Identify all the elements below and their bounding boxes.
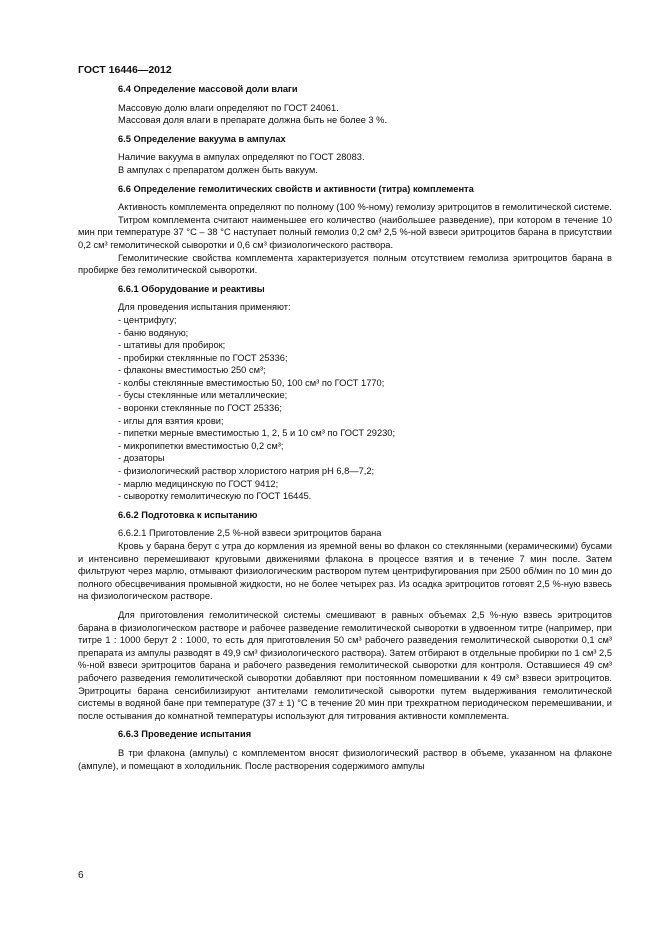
list-item: - микропипетки вместимостью 0,2 см³; (118, 440, 284, 451)
list-intro: Для проведения испытания применяют: (118, 302, 291, 313)
paragraph: В ампулах с препаратом должен быть вакуум. (118, 164, 318, 175)
list-item: - бусы стеклянные или металлические; (118, 390, 288, 401)
paragraph: Активность комплемента определяют по полному (100 %-ному) гемолизу эритроцитов в гемолитической системе. (118, 202, 612, 213)
list-item: - иглы для взятия крови; (118, 415, 224, 426)
document-header: ГОСТ 16446—2012 (78, 64, 172, 76)
paragraph: Для приготовления гемолитической системы смешивают в равных объемах 2,5 %-ную взвесь эритроцитов барана в физиологическом растворе и рабочее разведение гемолитической сыворотки в удвоенном титре (например, при титре 1 : 1000 берут 2 : 1000, то есть для приготовления 50 см³ рабочего разведения гемолитической сыворотки 0,1 см³ препарата из ампулы разводят в 49,9 см³ физиологического раствора). Затем отбирают в отдельные пробирки по 1 см³ 2,5 %-ной взвеси эритроцитов барана и рабочего разведения гемолитической сыворотки для контроля. Оставшиеся 49 см³ рабочего разведения гемолитической сыворотки добавляют при постоянном помешивании к 49 см³ взвеси эритроцитов. Эритроциты барана сенсибилизируют антителами гемолитической сыворотки путем выдерживания гемолитической системы в водяной бане при температуре (37 ± 1) °С в течение 20 мин при трехкратном периодическом перемешивании, и после остывания до комнатной температуры используют для титрования активности комплемента. (78, 609, 612, 721)
page-content (78, 83, 612, 772)
paragraph: Титром комплемента считают наименьшее его количество (наибольшее разведение), при котором в течение 10 мин при температуре 37 °С – 38 °С наступает полный гемолиз 0,2 см³ 2,5 %-ной взвеси эритроцитов барана в присутствии 0,2 см³ гемолитической сыворотки и 0,6 см³ физиологического раствора. (78, 214, 612, 250)
list-item: - флаконы вместимостью 250 см³; (118, 365, 266, 376)
paragraph: В три флакона (ампулы) с комплементом вносят физиологический раствор в объеме, указанном на флаконе (ампуле), и помещают в холодильник. После растворения содержимого ампулы (78, 747, 612, 771)
section-6-6-2-title: 6.6.2 Подготовка к испытанию (118, 509, 258, 520)
paragraph: Кровь у барана берут с утра до кормления из яремной вены во флакон со стеклянными (керамическими) бусами и интенсивно перемешивают круговыми движениями флакона в процессе взятия и в течение 7 мин после. Затем фильтруют через марлю, отмывают физиологическим раствором путем центрифугирования при 2500 об/мин по 10 мин до полного обесцвечивания промывной жидкости, но не более четырех раз. Из осадка эритроцитов готовят 2,5 %-ную взвесь на физиологическом растворе. (78, 541, 612, 602)
list-item: - колбы стеклянные вместимостью 50, 100 см³ по ГОСТ 1770; (118, 377, 385, 388)
list-item: - дозаторы (118, 453, 165, 464)
paragraph: Массовая доля влаги в препарате должна быть не более 3 %. (118, 115, 388, 126)
section-6-6-3-title: 6.6.3 Проведение испытания (118, 729, 252, 740)
paragraph: Массовую долю влаги определяют по ГОСТ 24061. (118, 102, 339, 113)
subsection-title: 6.6.2.1 Приготовление 2,5 %-ной взвеси эритроцитов барана (118, 528, 382, 539)
paragraph: Наличие вакуума в ампулах определяют по ГОСТ 28083. (118, 152, 365, 163)
paragraph: Гемолитические свойства комплемента характеризуется полным отсутствием гемолиза эритроцитов барана в пробирке без гемолитической сыворотки. (78, 252, 612, 276)
list-item: - сыворотку гемолитическую по ГОСТ 16445. (118, 491, 312, 502)
list-item: - штативы для пробирок; (118, 340, 226, 351)
section-6-4-title: 6.4 Определение массовой доли влаги (118, 84, 298, 94)
section-6-6-1-title: 6.6.1 Оборудование и реактивы (118, 283, 265, 294)
list-item: - центрифугу; (118, 314, 177, 325)
list-item: - воронки стеклянные по ГОСТ 25336; (118, 403, 282, 414)
list-item: - пипетки мерные вместимостью 1, 2, 5 и 10 см³ по ГОСТ 29230; (118, 428, 396, 439)
section-6-6-title: 6.6 Определение гемолитических свойств и активности (титра) комплемента (118, 183, 474, 194)
list-item: - физиологический раствор хлористого натрия рН 6,8—7,2; (118, 466, 375, 477)
list-item: - марлю медицинскую по ГОСТ 9412; (118, 478, 279, 489)
list-item: - баню водяную; (118, 327, 189, 338)
page-number: 6 (78, 870, 84, 881)
section-6-5-title: 6.5 Определение вакуума в ампулах (118, 133, 286, 144)
list-item: - пробирки стеклянные по ГОСТ 25336; (118, 352, 288, 363)
equipment-list (118, 314, 612, 503)
